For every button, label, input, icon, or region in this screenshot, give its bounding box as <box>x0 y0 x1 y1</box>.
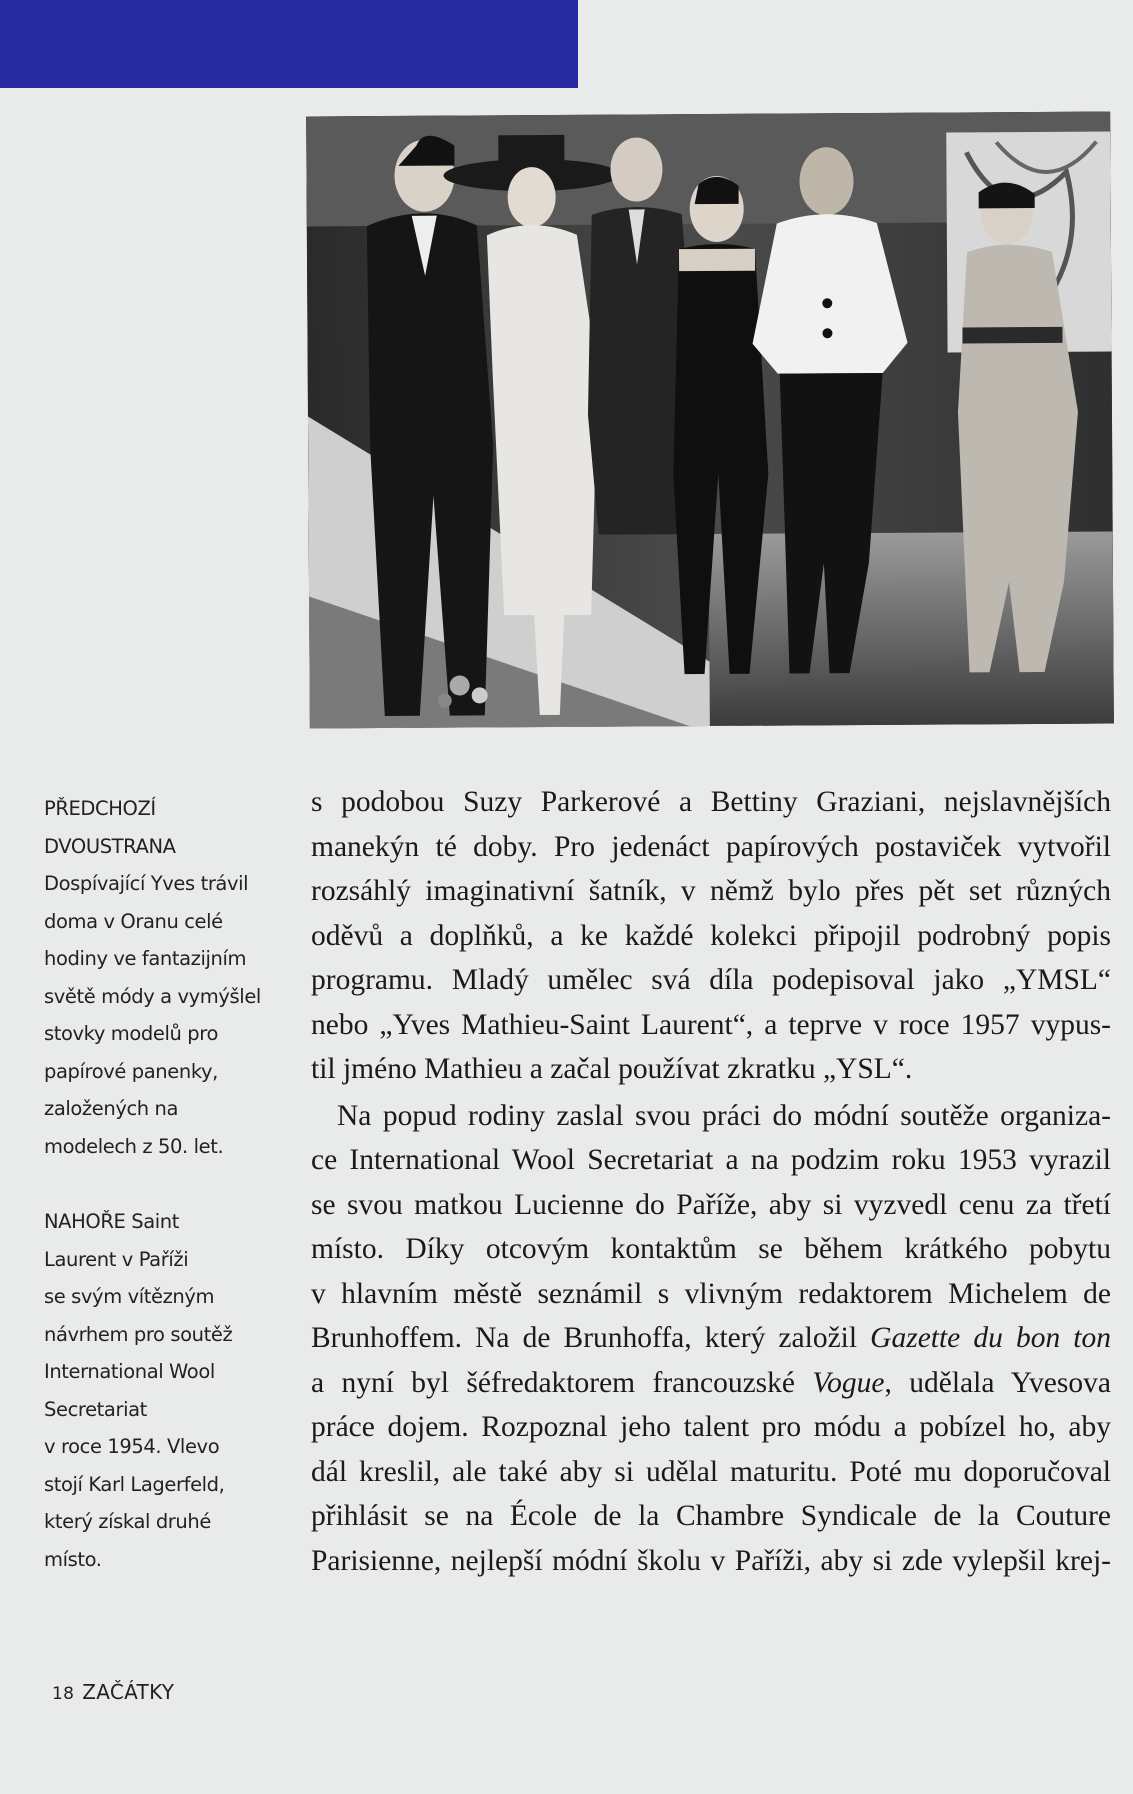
caption-line: papírové panenky, <box>44 1059 218 1083</box>
caption-line: návrhem pro soutěž <box>44 1322 233 1346</box>
caption-label: NAHOŘE <box>44 1210 126 1233</box>
text-line: ce International Wool Secretariat a na podzim roku 1953 vyrazil <box>311 1144 1111 1176</box>
caption-label: DVOUSTRANA <box>44 834 176 858</box>
caption-previous-spread <box>44 790 279 1165</box>
black-and-white-photo <box>306 112 1114 729</box>
text-line <box>311 1316 1111 1361</box>
text-line: místo. Díky otcovým kontaktům se během krátkého pobytu <box>311 1233 1111 1265</box>
body-text <box>311 780 1111 1583</box>
paragraph-1 <box>311 780 1111 1092</box>
text-span: Brunhoffem. Na de Brunhoffa, který založil <box>311 1322 871 1354</box>
caption-line: stovky modelů pro <box>44 1022 218 1045</box>
section-title: ZAČÁTKY <box>82 1680 175 1704</box>
text-line: v hlavním městě seznámil s vlivným redaktorem Michelem de <box>311 1277 1111 1310</box>
text-line: nebo „Yves Mathieu-Saint Laurent“, a teprve v roce 1957 vypus- <box>311 1008 1111 1041</box>
caption-label: PŘEDCHOZÍ <box>44 797 156 820</box>
text-line: se svou matkou Lucienne do Paříže, aby si vyzvedl cenu za třetí <box>311 1188 1111 1221</box>
paragraph-2 <box>311 1094 1111 1584</box>
caption-line: Secretariat <box>44 1397 147 1421</box>
caption-line: hodiny ve fantazijním <box>44 947 247 970</box>
caption-line: který získal druhé <box>44 1510 211 1533</box>
text-span: , udělala Yvesova <box>884 1366 1111 1399</box>
text-line: rozsáhlý imaginativní šatník, v němž bylo přes pět set různých <box>311 875 1111 907</box>
photo-illustration <box>306 112 1114 729</box>
text-line: práce dojem. Rozpoznal jeho talent pro módu a pobízel ho, aby <box>311 1411 1111 1443</box>
text-line: programu. Mladý umělec svá díla podepisoval jako „YMSL“ <box>311 964 1111 996</box>
text-line: přihlásit se na École de la Chambre Syndicale de la Couture <box>311 1500 1111 1532</box>
journal-title: Gazette du bon ton <box>870 1322 1111 1354</box>
text-line: dál kreslil, ale také aby si udělal maturitu. Poté mu doporučoval <box>311 1455 1111 1488</box>
text-line: s podobou Suzy Parkerové a Bettiny Graziani, nejslavnějších <box>311 786 1111 818</box>
caption-line <box>44 1203 279 1241</box>
caption-line: modelech z 50. let. <box>44 1134 224 1158</box>
caption-line: v roce 1954. Vlevo <box>44 1435 220 1458</box>
text-span: a nyní byl šéfredaktorem francouzské <box>311 1366 813 1399</box>
text-line: Na popud rodiny zaslal svou práci do módní soutěže organiza- <box>337 1099 1111 1132</box>
caption-line: doma v Oranu celé <box>44 909 223 933</box>
text-line: oděvů a doplňků, a ke každé kolekci připojil podrobný popis <box>311 919 1111 952</box>
magazine-title: Vogue <box>812 1366 885 1399</box>
page-number: 18 <box>52 1684 75 1704</box>
caption-line: International Wool <box>44 1360 215 1383</box>
caption-line: stojí Karl Lagerfeld, <box>44 1472 225 1496</box>
text-line: til jméno Mathieu a začal používat zkratku „YSL“. <box>311 1053 913 1085</box>
caption-line: se svým vítězným <box>44 1285 215 1308</box>
caption-line: Dospívající Yves trávil <box>44 872 249 895</box>
caption-text: Saint <box>131 1210 179 1233</box>
caption-line: založených na <box>44 1097 179 1120</box>
caption-line: Laurent v Paříži <box>44 1247 189 1271</box>
accent-color-bar <box>0 0 578 88</box>
text-line: Parisienne, nejlepší módní školu v Paříži, aby si zde vylepšil krej- <box>311 1544 1111 1577</box>
text-line: manekýn té doby. Pro jedenáct papírových postaviček vytvořil <box>311 830 1111 863</box>
caption-line: světě módy a vymýšlel <box>44 984 261 1008</box>
caption-line: místo. <box>44 1547 102 1571</box>
text-line <box>311 1361 1111 1406</box>
page-footer <box>52 1680 174 1704</box>
caption-above <box>44 1203 279 1578</box>
